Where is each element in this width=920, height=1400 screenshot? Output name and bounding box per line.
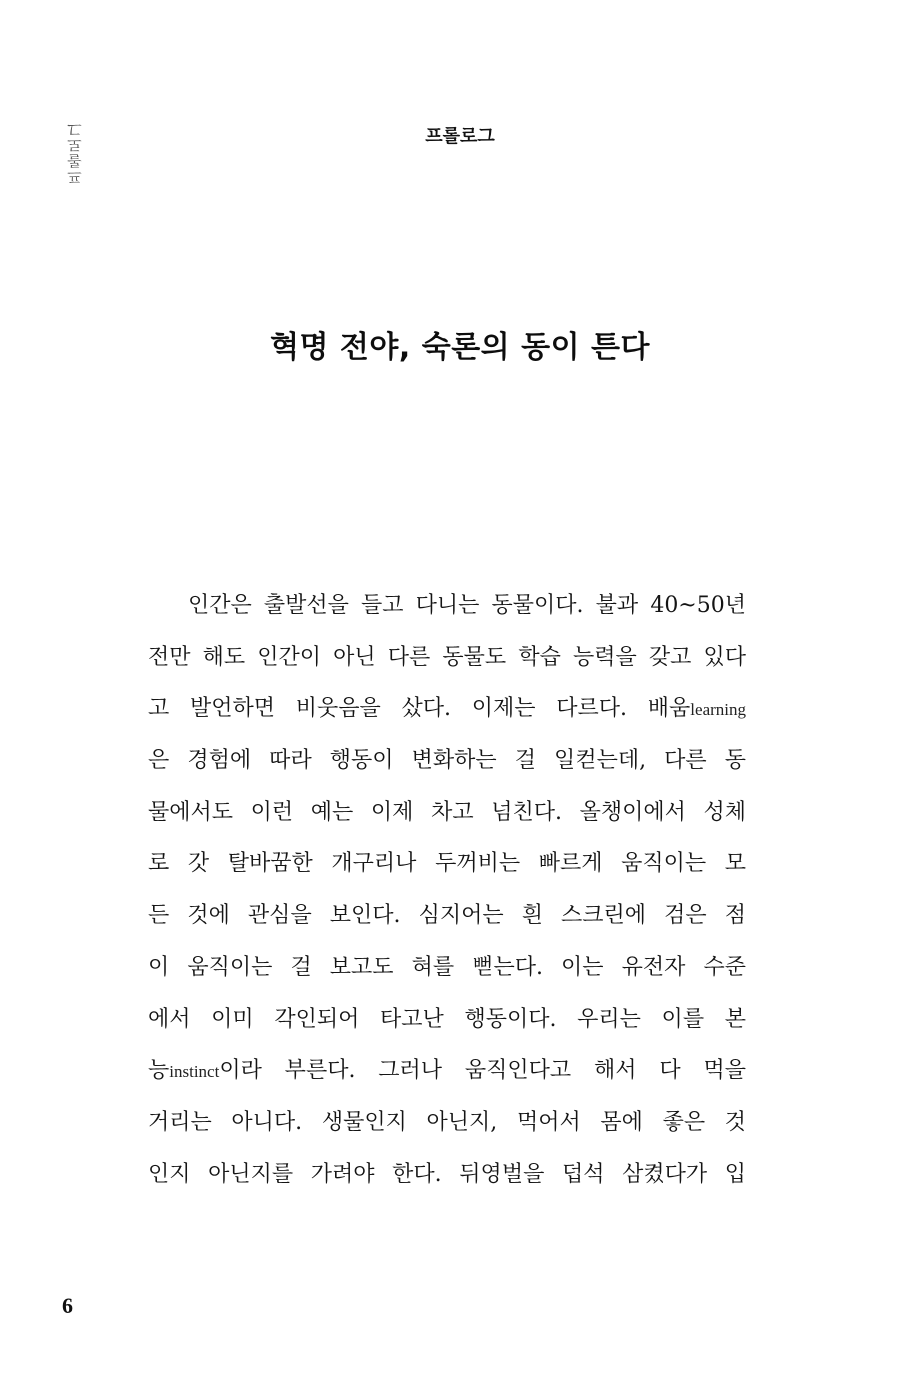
body-line: 든 것에 관심을 보인다. 심지어는 흰 스크린에 검은 점 — [148, 903, 746, 929]
gloss-instinct: instinct — [169, 1062, 220, 1082]
body-line: 인지 아닌지를 가려야 한다. 뒤영벌을 덥석 삼켰다가 입 — [148, 1161, 746, 1187]
body-line: 이 움직이는 걸 보고도 혀를 뻗는다. 이는 유전자 수준 — [148, 954, 746, 980]
page-number: 6 — [62, 1293, 73, 1318]
section-label: 프롤로그 — [425, 126, 495, 147]
body-line: 전만 해도 인간이 아닌 다른 동물도 학습 능력을 갖고 있다 — [148, 644, 746, 670]
body-paragraph — [148, 580, 746, 1200]
side-running-head-label: 프롤로그 — [65, 121, 84, 185]
gloss-learning: learning — [690, 700, 746, 720]
body-line: 고 발언하면 비웃음을 샀다. 이제는 다르다. 배움learning — [148, 696, 746, 722]
body-line: 에서 이미 각인되어 타고난 행동이다. 우리는 이를 본 — [148, 1006, 746, 1032]
chapter-title: 혁명 전야, 숙론의 동이 튼다 — [270, 330, 650, 365]
body-line: 능instinct이라 부른다. 그러나 움직인다고 해서 다 먹을 — [148, 1058, 746, 1084]
body-line: 은 경험에 따라 행동이 변화하는 걸 일컫는데, 다른 동 — [148, 748, 746, 774]
body-line: 거리는 아니다. 생물인지 아닌지, 먹어서 몸에 좋은 것 — [148, 1109, 746, 1135]
body-line: 로 갓 탈바꿈한 개구리나 두꺼비는 빠르게 움직이는 모 — [148, 851, 746, 877]
body-line: 인간은 출발선을 들고 다니는 동물이다. 불과 40~50년 — [188, 593, 746, 618]
body-line: 물에서도 이런 예는 이제 차고 넘친다. 올챙이에서 성체 — [148, 799, 746, 825]
